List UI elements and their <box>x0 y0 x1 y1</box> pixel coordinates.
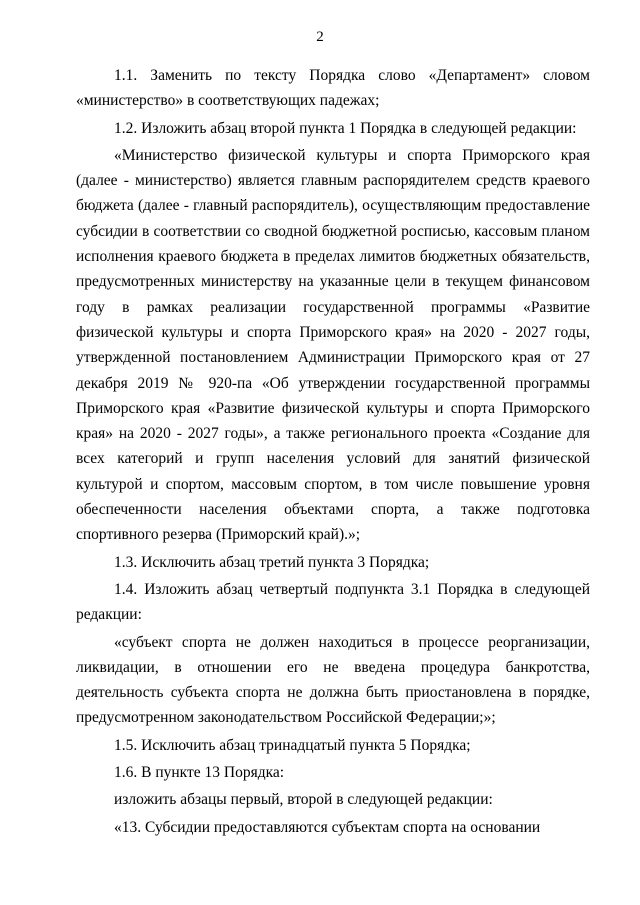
paragraph-sport-entity-condition: «субъект спорта не должен находиться в процессе реорганизации, ликвидации, в отношении его не введена процедура банкротства, деятельность субъекта спорта не должна быть приостановлена в порядке, предусмотренном законодательством Российской Федерации;»; <box>76 633 590 727</box>
paragraph-1-2: 1.2. Изложить абзац второй пункта 1 Порядка в следующей редакции: <box>114 119 577 137</box>
page-number: 2 <box>316 29 324 45</box>
paragraph-edit-instruction: изложить абзацы первый, второй в следующей редакции: <box>114 791 493 809</box>
paragraph-1-1: 1.1. Заменить по тексту Порядка слово «Департамент» словом «министерство» в соответствующих падежах; <box>76 67 590 110</box>
paragraph-1-6: 1.6. В пункте 13 Порядка: <box>114 764 285 782</box>
document-body <box>76 63 590 840</box>
paragraph-1-3: 1.3. Исключить абзац третий пункта 3 Порядка; <box>114 553 430 571</box>
paragraph-1-4: 1.4. Изложить абзац четвертый подпункта 3.1 Порядка в следующей редакции: <box>76 580 590 624</box>
paragraph-1-5: 1.5. Исключить абзац тринадцатый пункта 5 Порядка; <box>114 736 471 754</box>
paragraph-ministry-definition: «Министерство физической культуры и спорта Приморского края (далее - министерство) является главным распорядителем средств краевого бюджета (далее - главный распорядитель), осуществляющим предоставление субсидии в соответствии со сводной бюджетной росписью, кассовым планом исполнения краевого бюджета в пределах лимитов бюджетных обязательств, предусмотренных министерству на указанные цели в текущем финансовом году в рамках реализации государственной программы «Развитие физической культуры и спорта Приморского края» на 2020 - 2027 годы, утвержденной постановлением Администрации Приморского края от 27 декабря 2019 № 920-па «Об утверждении государственной программы Приморского края «Развитие физической культуры и спорта Приморского края» на 2020 - 2027 годы», а также регионального проекта «Создание для всех категорий и групп населения условий для занятий физической культурой и спортом, массовым спортом, в том числе повышение уровня обеспеченности населения объектами спорта, а также подготовка спортивного резерва (Приморский край).»; <box>76 146 590 544</box>
paragraph-13-start: «13. Субсидии предоставляются субъектам спорта на основании <box>114 818 541 836</box>
